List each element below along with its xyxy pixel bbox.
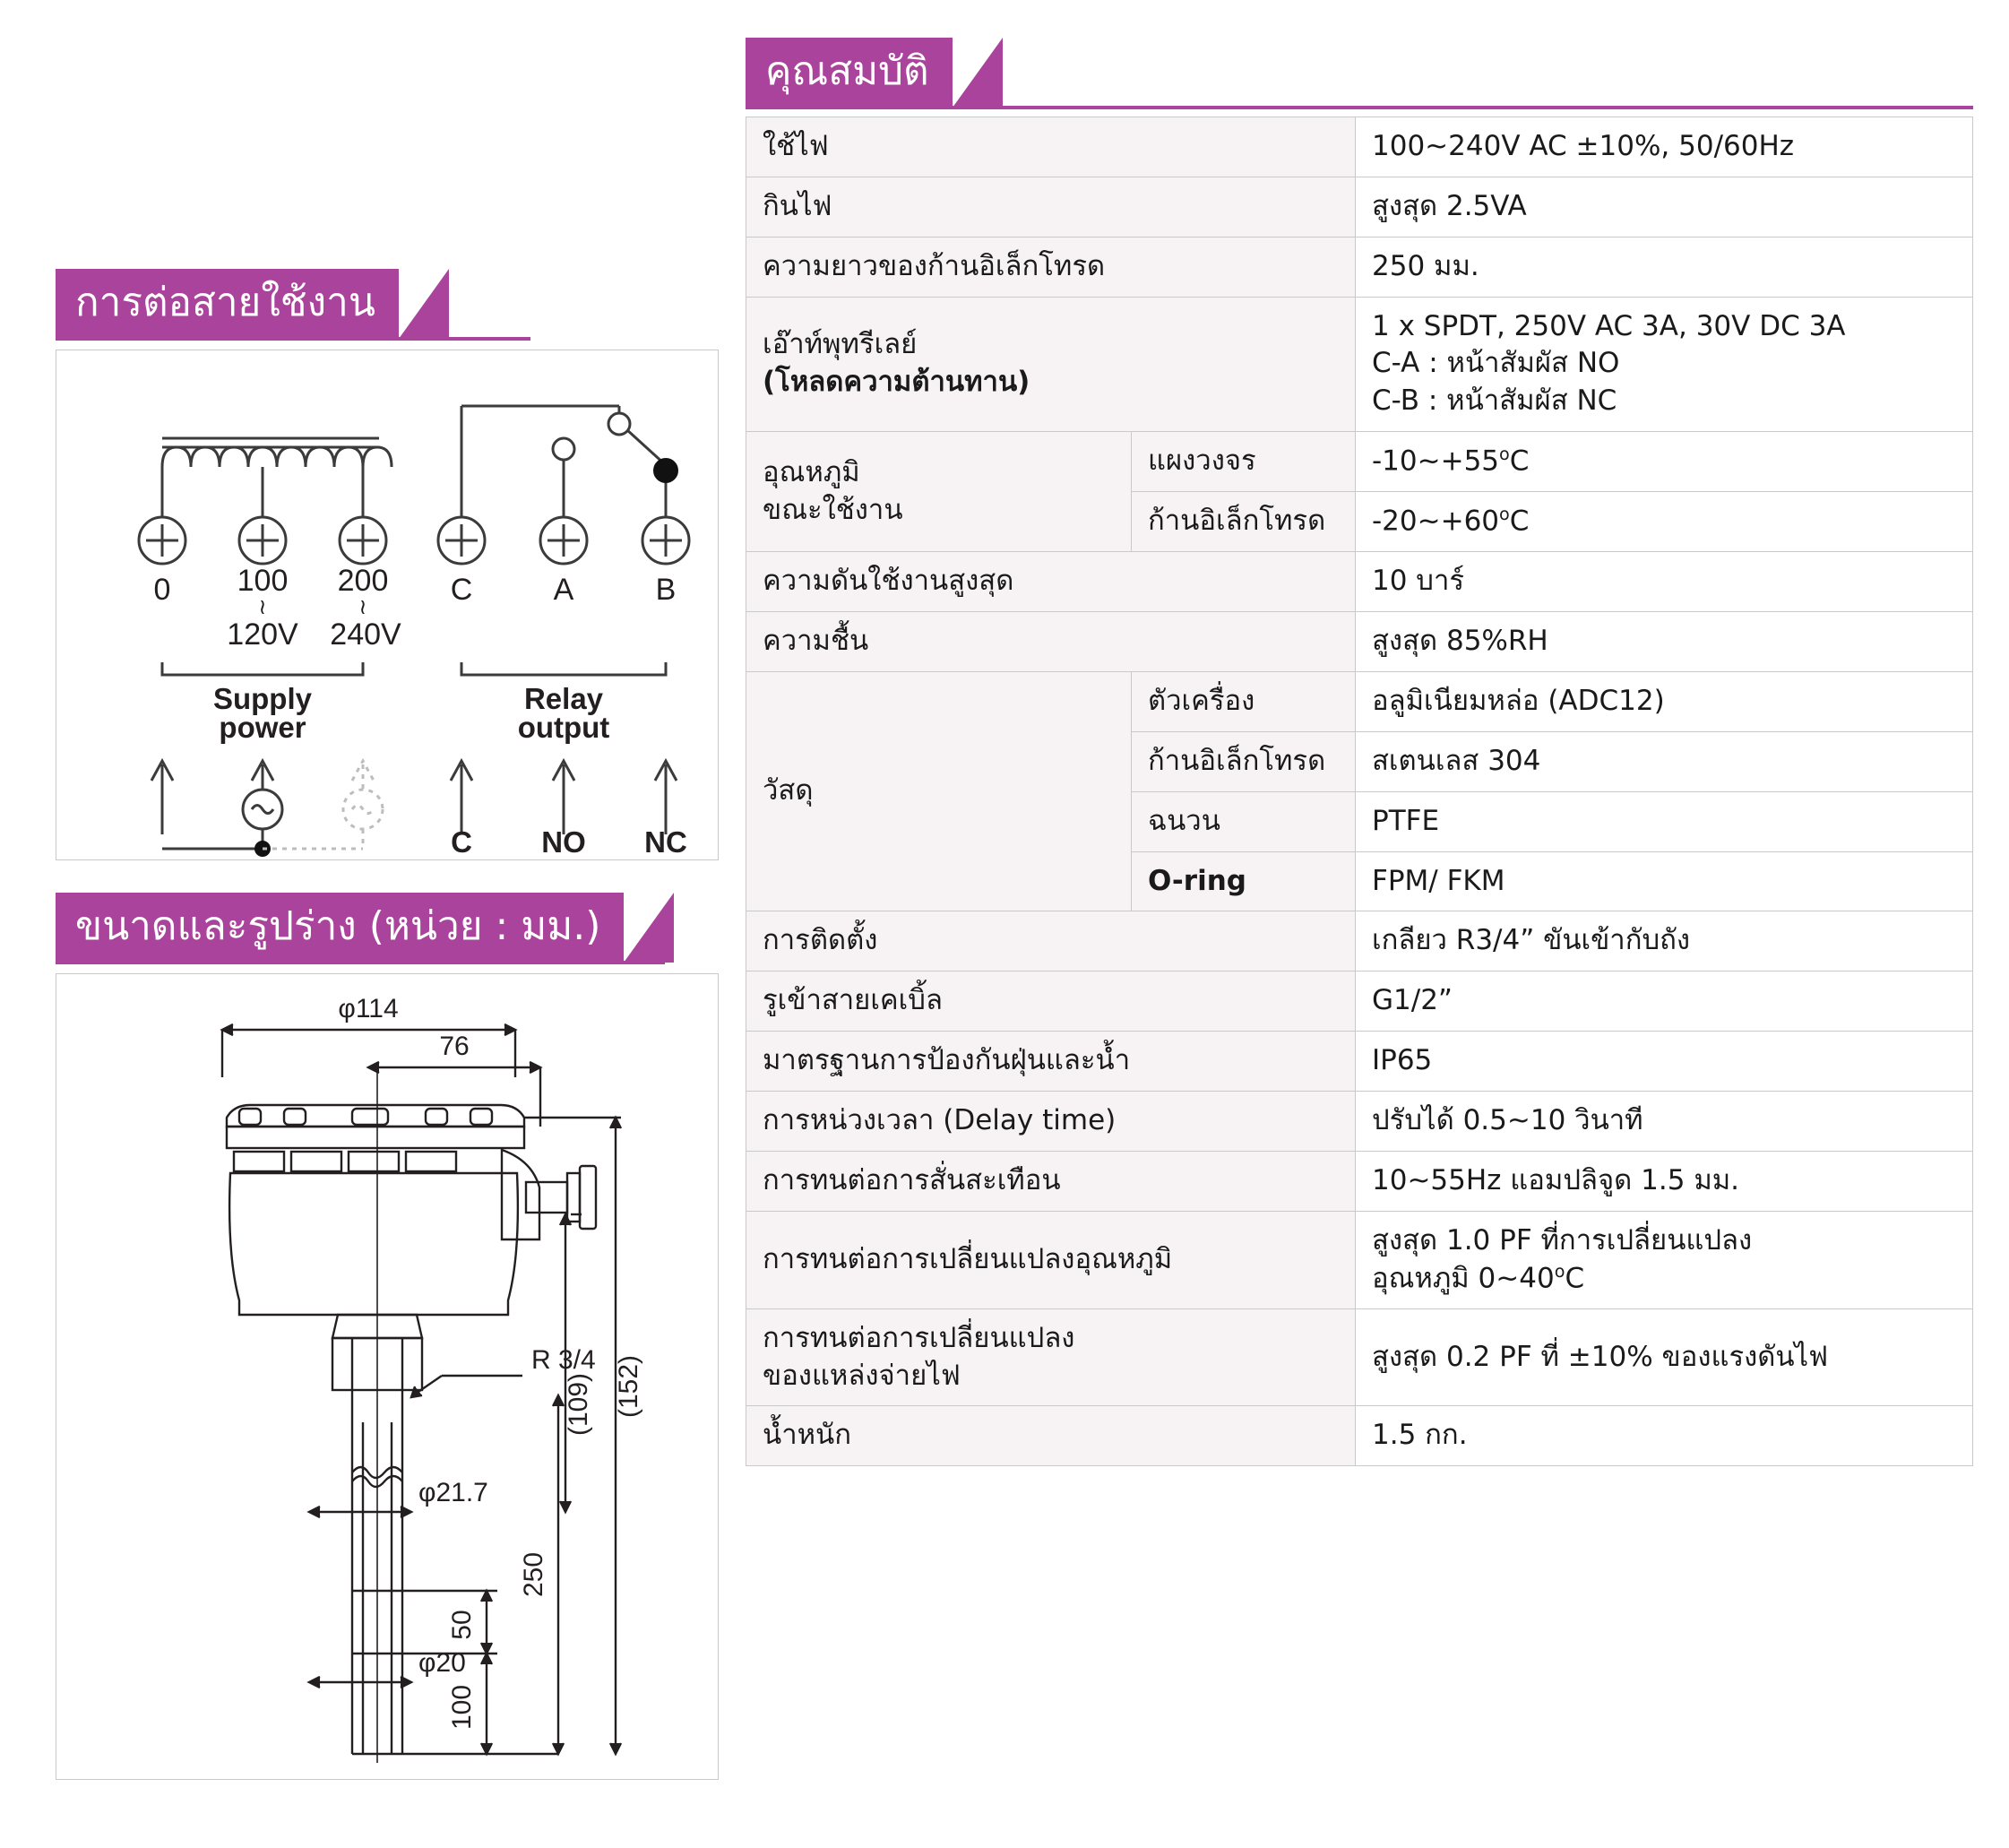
wiring-title-text: การต่อสายใช้งาน [75, 280, 375, 325]
spec-value-line3: C-B : หน้าสัมผัส NC [1372, 384, 1617, 418]
spec-label-line2: ขณะใช้งาน [763, 493, 903, 526]
temp-circuit-value: -10~+55 [1372, 445, 1500, 478]
spec-sublabel: แผงวงจร [1132, 432, 1356, 492]
supply-power-label-line1: Supply [212, 682, 313, 715]
tilde-120v-icon: ≀ [258, 595, 267, 619]
table-row [746, 237, 1973, 297]
dim-label-100: 100 [447, 1684, 477, 1731]
terminal-label-100: 100 [237, 564, 289, 598]
banner-tail-icon [399, 269, 449, 339]
table-row [746, 1151, 1973, 1211]
relay-bracket [461, 662, 666, 675]
spec-value [1356, 1211, 1973, 1308]
dim-label-152: (152) [614, 1354, 643, 1419]
spec-title-text: คุณสมบัติ [765, 48, 929, 94]
spec-value: สูงสุด 0.2 PF ที่ ±10% ของแรงดันไฟ [1356, 1308, 1973, 1406]
spec-sublabel: ฉนวน [1132, 791, 1356, 851]
dim-label-phi20: φ20 [418, 1648, 466, 1678]
table-row [746, 1406, 1973, 1466]
spec-value [1356, 297, 1973, 432]
table-row [746, 117, 1973, 177]
spec-sublabel: ก้านอิเล็กโทรด [1132, 492, 1356, 552]
spec-value-line1: 1 x SPDT, 250V AC 3A, 30V DC 3A [1372, 309, 1846, 342]
table-row [746, 1211, 1973, 1308]
relay-common-node-icon [654, 459, 677, 482]
terminal-label-b: B [655, 573, 677, 607]
dim-label-76: 76 [439, 1032, 470, 1061]
left-column [56, 0, 719, 1780]
spec-label-line2: ของแหล่งจ่ายไฟ [763, 1359, 961, 1392]
contact-label-nc: NC [644, 825, 687, 859]
spec-value: 1.5 กก. [1356, 1406, 1973, 1466]
spec-value: สูงสุด 85%RH [1356, 612, 1973, 672]
spec-label: กินไฟ [746, 177, 1356, 237]
spec-label: น้ำหนัก [746, 1406, 1356, 1466]
table-row [746, 1092, 1973, 1152]
spec-section-header [746, 38, 1973, 109]
supply-power-label-line2: power [219, 711, 306, 744]
temp-drift-range: อุณหภูมิ 0~40 [1372, 1261, 1555, 1294]
spec-label: มาตรฐานการป้องกันฝุ่นและน้ำ [746, 1032, 1356, 1092]
dim-label-thread-r34: R 3/4 [531, 1345, 596, 1375]
table-row [746, 177, 1973, 237]
temp-electrode-value: -20~+60 [1372, 505, 1500, 538]
spec-sublabel: ตัวเครื่อง [1132, 672, 1356, 732]
spec-label-line1: อุณหภูมิ [763, 455, 860, 488]
table-row [746, 971, 1973, 1032]
spec-value: G1/2” [1356, 971, 1973, 1032]
right-column [746, 0, 1973, 1466]
table-row [746, 432, 1973, 492]
dim-label-phi114: φ114 [338, 994, 399, 1023]
wiring-title [56, 269, 399, 341]
spec-label-line2: (โหลดความต้านทาน) [763, 366, 1030, 399]
spec-value-line2: C-A : หน้าสัมผัส NO [1372, 347, 1620, 380]
spec-value: ปรับได้ 0.5~10 วินาที [1356, 1092, 1973, 1152]
spec-value: 250 มม. [1356, 237, 1973, 297]
supply-bracket [162, 662, 363, 675]
spec-value: 10 บาร์ [1356, 552, 1973, 612]
spec-label-line1: เอ๊าท์พุทรีเลย์ [763, 328, 918, 361]
terminal-label-0: 0 [153, 573, 171, 607]
table-row [746, 297, 1973, 432]
spec-value: สูงสุด 2.5VA [1356, 177, 1973, 237]
spec-label: ความยาวของก้านอิเล็กโทรด [746, 237, 1356, 297]
degree-unit: o [1554, 1260, 1565, 1282]
spec-label-line1: การทนต่อการเปลี่ยนแปลง [763, 1321, 1075, 1354]
spec-value: IP65 [1356, 1032, 1973, 1092]
spec-label [746, 297, 1356, 432]
banner-tail-icon-3 [953, 38, 1003, 108]
dim-label-109: (109) [564, 1372, 593, 1437]
spec-label: รูเข้าสายเคเบิ้ล [746, 971, 1356, 1032]
terminal-label-a: A [553, 573, 574, 607]
table-row [746, 552, 1973, 612]
spec-label: การทนต่อการสั่นสะเทือน [746, 1151, 1356, 1211]
wiring-section-header [56, 269, 719, 341]
spec-label: ความชื้น [746, 612, 1356, 672]
table-row [746, 612, 1973, 672]
spec-value: $-10\sim+55^oC$ [1356, 432, 1973, 492]
relay-output-label-line1: Relay [523, 682, 604, 715]
spec-value: สเตนเลส 304 [1356, 731, 1973, 791]
spec-value: เกลียว R3/4” ขันเข้ากับถัง [1356, 911, 1973, 971]
supply-voltage-120v: 120V [227, 617, 298, 652]
dimension-drawing-panel [56, 973, 719, 1780]
supply-voltage-240v: 240V [330, 617, 401, 652]
contact-label-c: C [451, 825, 472, 859]
spec-title [746, 38, 953, 109]
dim-label-phi21-7: φ21.7 [418, 1478, 488, 1507]
relay-contact-a-icon [553, 438, 574, 460]
dim-label-250: 250 [519, 1551, 548, 1598]
spec-value: PTFE [1356, 791, 1973, 851]
contact-label-no: NO [541, 825, 586, 859]
spec-value: อลูมิเนียมหล่อ (ADC12) [1356, 672, 1973, 732]
terminal-label-c: C [450, 573, 473, 607]
tilde-240v-icon: ≀ [358, 595, 367, 619]
spec-label: การทนต่อการเปลี่ยนแปลงอุณหภูมิ [746, 1211, 1356, 1308]
table-row [746, 1032, 1973, 1092]
terminal-symbols [139, 517, 689, 564]
table-row [746, 672, 1973, 732]
spec-value: FPM/ FKM [1356, 851, 1973, 911]
terminal-label-200: 200 [337, 564, 389, 598]
spec-label [746, 1308, 1356, 1406]
wiring-diagram-panel [56, 350, 719, 860]
spec-label: วัสดุ [746, 672, 1132, 911]
spec-value: 100~240V AC ±10%, 50/60Hz [1356, 117, 1973, 177]
dimension-title-text: ขนาดและรูปร่าง (หน่วย : มม.) [75, 903, 601, 949]
dimension-drawing-svg [56, 974, 718, 1779]
banner-tail-icon-2 [624, 893, 674, 963]
dimension-title [56, 893, 624, 964]
table-row [746, 911, 1973, 971]
spec-sublabel: O-ring [1132, 851, 1356, 911]
spec-label: การหน่วงเวลา (Delay time) [746, 1092, 1356, 1152]
spec-value: $-20\sim+60^oC$ [1356, 492, 1973, 552]
spec-label: การติดตั้ง [746, 911, 1356, 971]
spec-label: ใช้ไฟ [746, 117, 1356, 177]
spec-value-line2: อุณหภูมิ 0~40$^o$C [1372, 1260, 1585, 1294]
dimension-section-header [56, 893, 719, 964]
spec-sublabel: ก้านอิเล็กโทรด [1132, 731, 1356, 791]
degree-unit: o [1499, 444, 1510, 465]
specifications-table [746, 117, 1973, 1466]
spec-label: ความดันใช้งานสูงสุด [746, 552, 1356, 612]
spec-value: 10~55Hz แอมปลิจูด 1.5 มม. [1356, 1151, 1973, 1211]
relay-output-label-line2: output [517, 711, 610, 744]
wiring-diagram-svg [56, 350, 718, 859]
table-row [746, 1308, 1973, 1406]
relay-open-contact-icon [608, 413, 630, 435]
spec-value-line1: สูงสุด 1.0 PF ที่การเปลี่ยนแปลง [1372, 1223, 1753, 1256]
degree-unit: o [1499, 504, 1510, 525]
dim-label-50: 50 [447, 1610, 477, 1640]
spec-label [746, 432, 1132, 552]
